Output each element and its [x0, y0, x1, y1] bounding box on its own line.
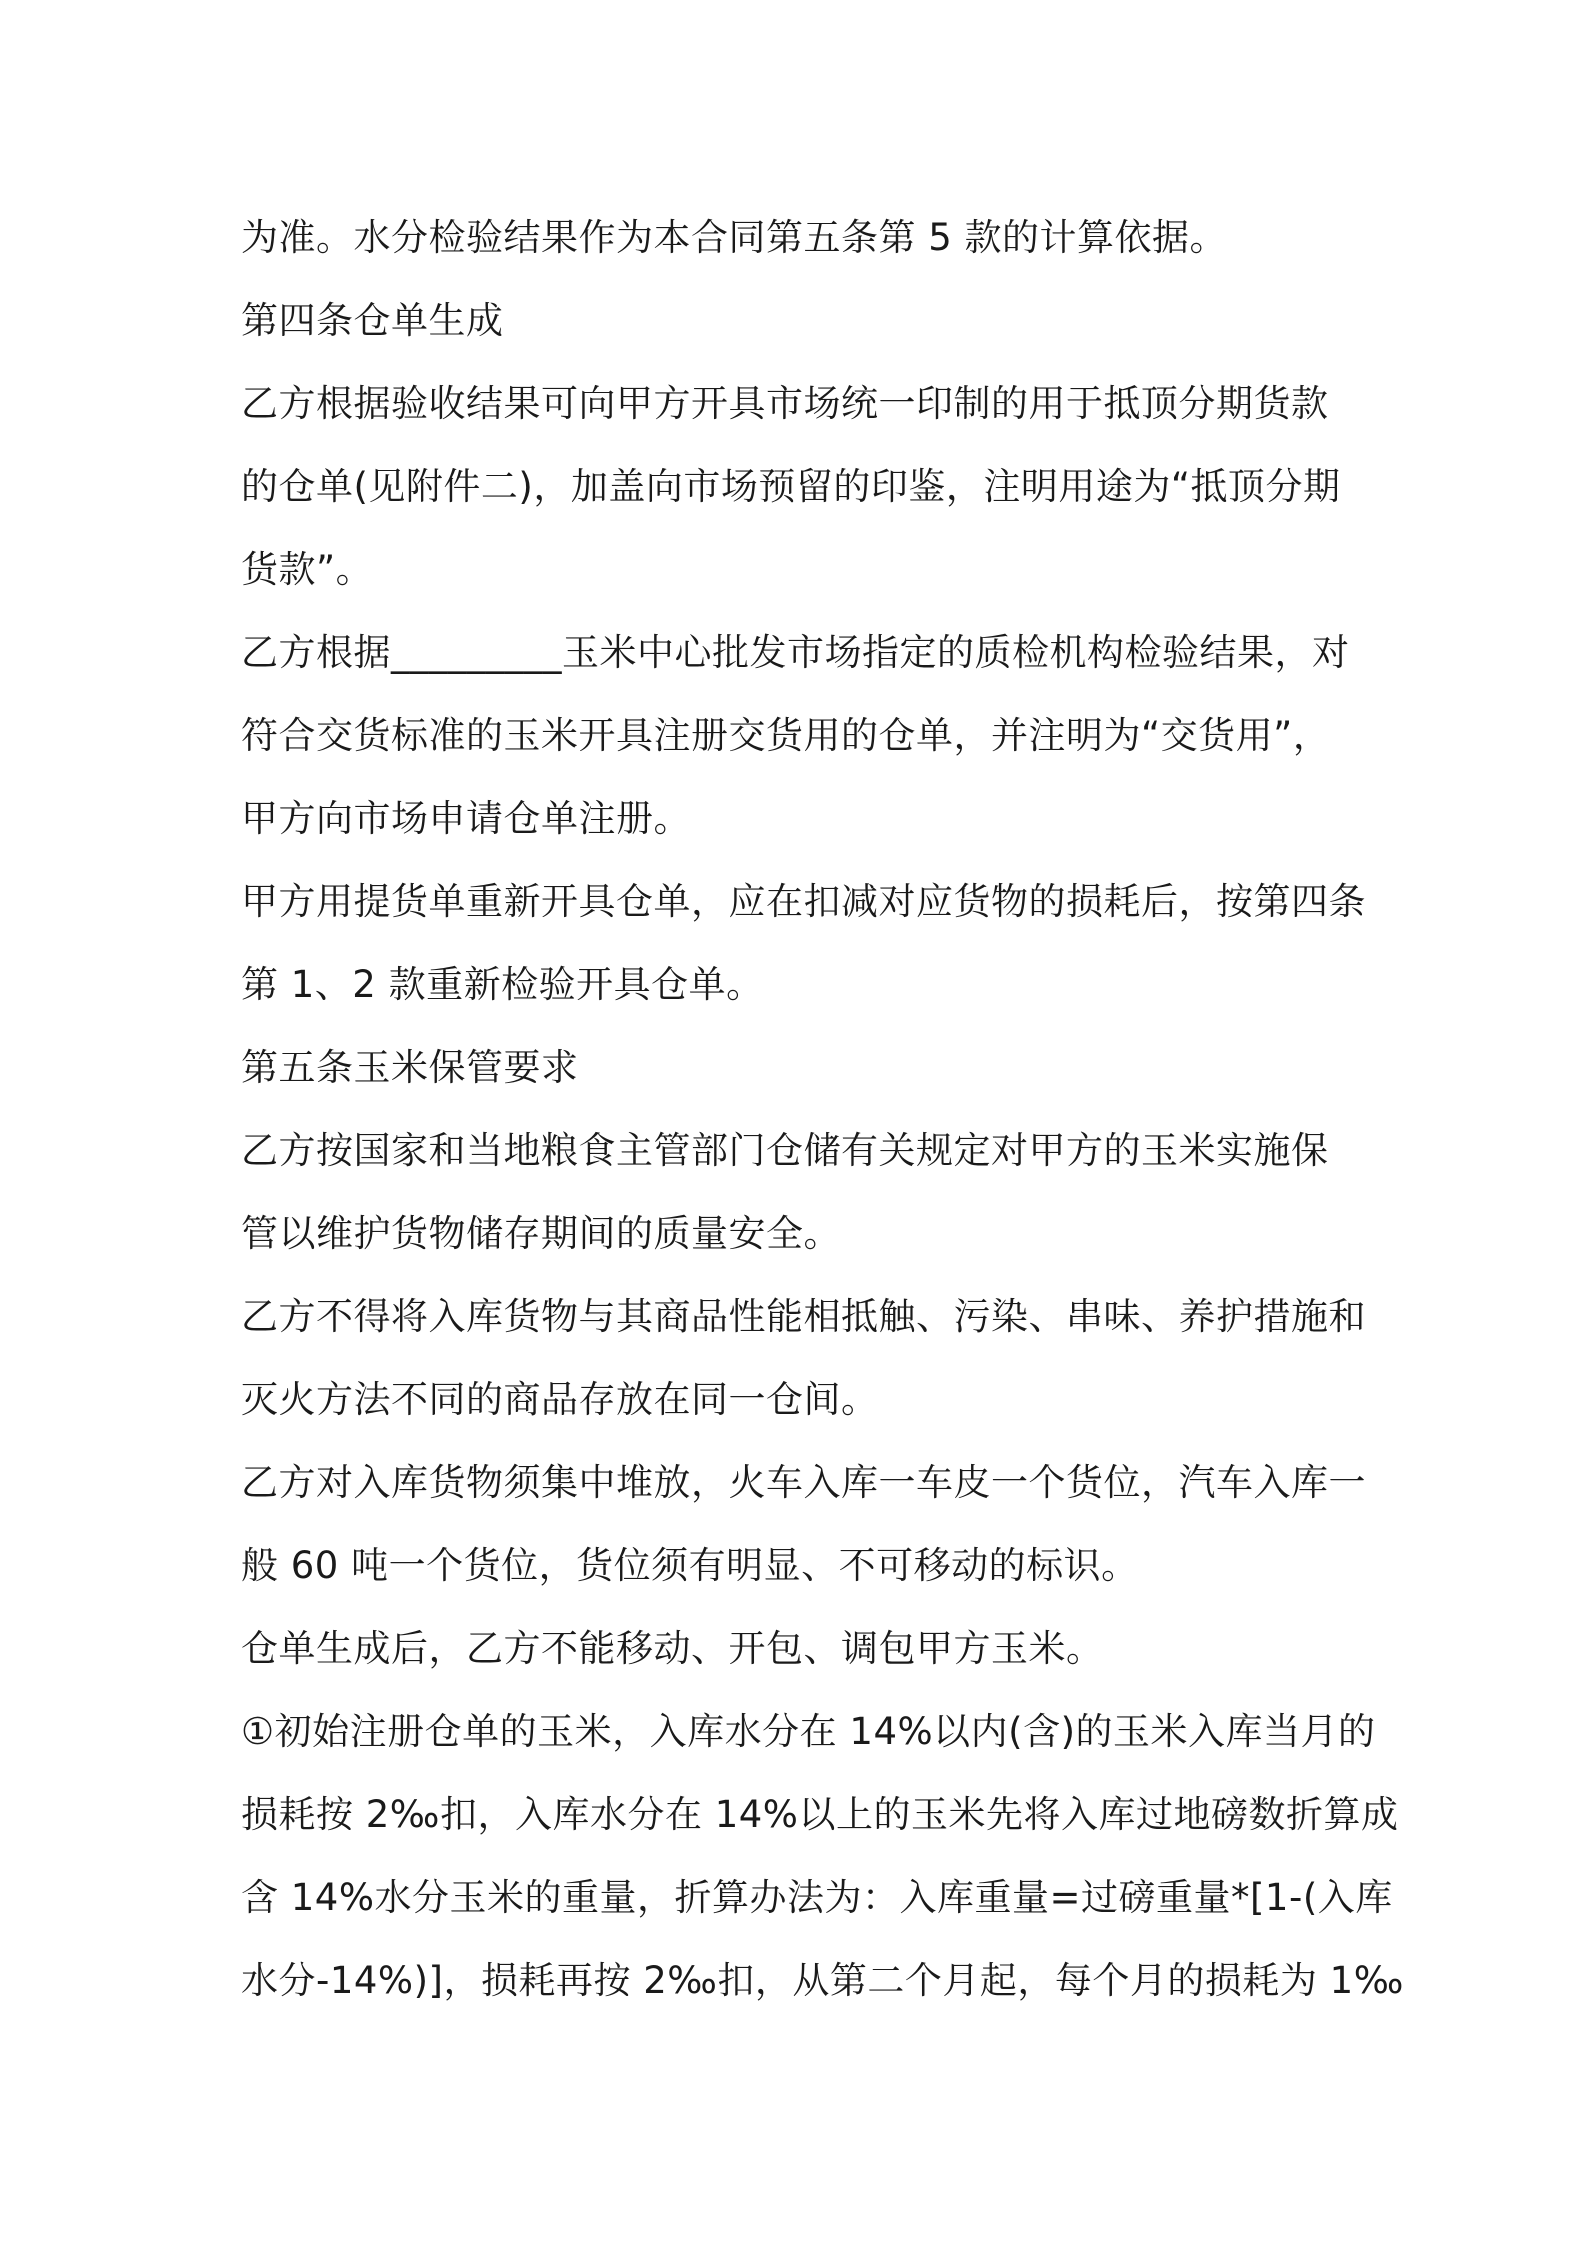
text-line: 仓单生成后，乙方不能移动、开包、调包甲方玉米。 — [241, 1627, 1104, 1670]
text-line: 乙方不得将入库货物与其商品性能相抵触、污染、串味、养护措施和 — [241, 1295, 1366, 1338]
text-line: 水分-14%)]，损耗再按 2‰扣，从第二个月起，每个月的损耗为 1‰ — [241, 1959, 1404, 2002]
text-line: 乙方按国家和当地粮食主管部门仓储有关规定对甲方的玉米实施保 — [241, 1129, 1329, 1172]
text-line: 乙方根据验收结果可向甲方开具市场统一印制的用于抵顶分期货款 — [241, 382, 1329, 425]
text-line: 为准。水分检验结果作为本合同第五条第 5 款的计算依据。 — [241, 216, 1228, 259]
text-line: 甲方向市场申请仓单注册。 — [241, 797, 691, 840]
text-line: 货款”。 — [241, 548, 374, 591]
section-heading: 第五条玉米保管要求 — [241, 1046, 579, 1089]
text-line: 管以维护货物储存期间的质量安全。 — [241, 1212, 841, 1255]
document-body — [241, 196, 1404, 2022]
text-line: 般 60 吨一个货位，货位须有明显、不可移动的标识。 — [241, 1544, 1139, 1587]
text-line: 灭火方法不同的商品存放在同一仓间。 — [241, 1378, 879, 1421]
text-line: 甲方用提货单重新开具仓单，应在扣减对应货物的损耗后，按第四条 — [241, 880, 1366, 923]
section-heading: 第四条仓单生成 — [241, 299, 504, 342]
text-line: 的仓单(见附件二)，加盖向市场预留的印鉴，注明用途为“抵顶分期 — [241, 465, 1341, 508]
text-line: 损耗按 2‰扣，入库水分在 14%以上的玉米先将入库过地磅数折算成 — [241, 1793, 1399, 1836]
text-line: 乙方根据_________玉米中心批发市场指定的质检机构检验结果，对 — [241, 631, 1350, 674]
text-line: 符合交货标准的玉米开具注册交货用的仓单，并注明为“交货用”， — [241, 714, 1331, 757]
text-line: 第 1、2 款重新检验开具仓单。 — [241, 963, 764, 1006]
text-line: 含 14%水分玉米的重量，折算办法为：入库重量=过磅重量*[1-(入库 — [241, 1876, 1393, 1919]
text-line: 乙方对入库货物须集中堆放，火车入库一车皮一个货位，汽车入库一 — [241, 1461, 1366, 1504]
text-line: ①初始注册仓单的玉米，入库水分在 14%以内(含)的玉米入库当月的 — [241, 1710, 1376, 1753]
